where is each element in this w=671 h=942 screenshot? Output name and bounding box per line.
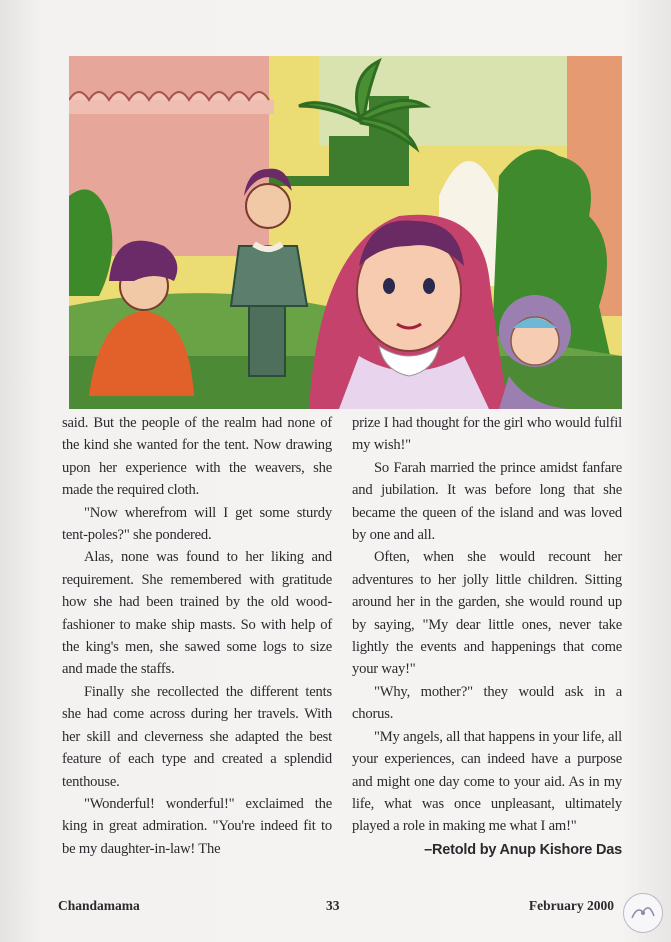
story-column-right	[352, 412, 622, 861]
issue-date: February 2000	[528, 898, 614, 913]
paragraph: "Wonderful! wonderful!" exclaimed the king in great admiration. "You're indeed fit to be my daughter-in-law! The	[62, 795, 332, 857]
author-credit: –Retold by Anup Kishore Das	[424, 841, 622, 858]
paragraph: "Why, mother?" they would ask in a chorus.	[352, 683, 622, 723]
story-illustration	[69, 56, 622, 409]
paragraph: Often, when she would recount her adventures to her jolly little children. Sitting around her in the garden, she would round up by saying, "My dear little ones, never take lightly the events and happenings that come your way!"	[352, 549, 622, 678]
story-column-left	[62, 412, 332, 860]
paragraph: "My angels, all that happens in your life, all your experiences, can indeed have a purpose and might one day come to your aid. As in my life, what was once unpleasant, ultimately played a role in making me what I am!"	[352, 728, 622, 835]
scan-stamp-icon	[623, 893, 663, 933]
paragraph: So Farah married the prince amidst fanfare and jubilation. It was before long that she became the queen of the island and was loved by one and all.	[352, 459, 622, 544]
paragraph: Alas, none was found to her liking and requirement. She remembered with gratitude how she had been trained by the old wood-fashioner to make ship masts. So with help of the king's men, she sawed some logs to size and made the staffs.	[62, 549, 332, 678]
paragraph: said. But the people of the realm had none of the kind she wanted for the tent. Now drawing upon her experience with the weavers, she made the required cloth.	[62, 415, 332, 499]
page-footer	[58, 898, 618, 918]
paragraph: "Now wherefrom will I get some sturdy tent-poles?" she pondered.	[62, 504, 332, 544]
paragraph: Finally she recollected the different tents she had come across during her travels. With her skill and cleverness she adapted the best feature of each type and created a splendid tenthouse.	[62, 683, 332, 790]
magazine-name: Chandamama	[58, 898, 140, 913]
paragraph: prize I had thought for the girl who would fulfil my wish!"	[352, 415, 622, 454]
story-text-columns	[62, 412, 622, 880]
page-number: 33	[326, 898, 340, 913]
